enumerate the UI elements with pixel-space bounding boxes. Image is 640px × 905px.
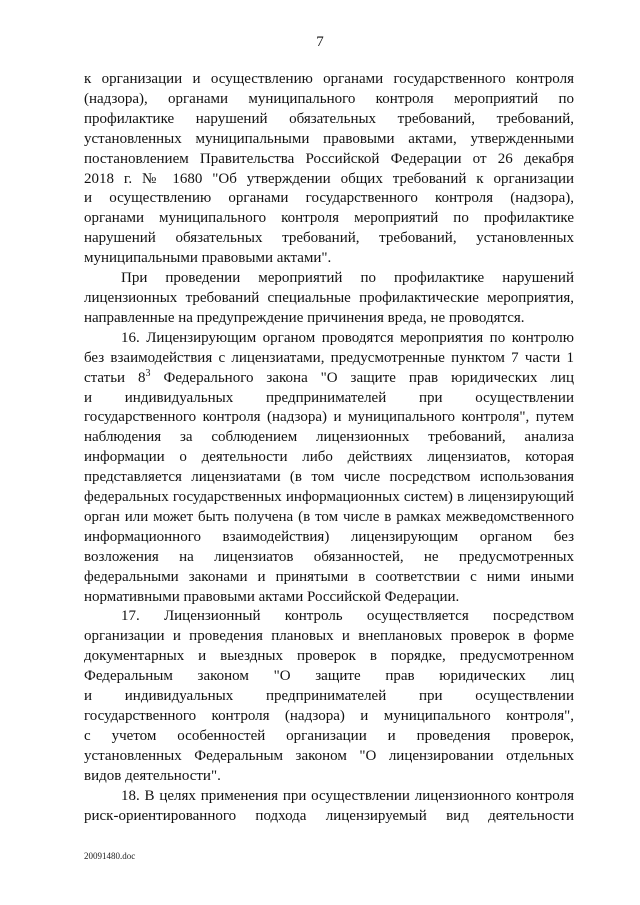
superscript: 3	[145, 367, 151, 379]
text-line: к организации и осуществлению органами государственного контроля	[84, 71, 574, 87]
text-line: (надзора), органами муниципального контроля мероприятий по	[84, 90, 574, 107]
footer-filename: 20091480.doc	[84, 851, 136, 861]
text-line: постановлением Правительства Российской Федерации от 26 декабря	[84, 150, 574, 167]
text-line: нормативными правовыми актами Российской Федерации.	[84, 588, 460, 605]
article-ref: статьи 8	[84, 369, 146, 386]
text-line: риск-ориентированного подхода лицензируемый вид деятельности	[84, 807, 574, 824]
text-line: профилактике нарушений обязательных требований, требований,	[84, 110, 574, 127]
text-line: федеральными законами и принятыми в соответствии с ними иными	[84, 568, 574, 585]
text-line: федеральных государственных информационных систем) в лицензирующий	[84, 489, 574, 506]
paragraph-18	[84, 787, 574, 827]
text-line: 16. Лицензирующим органом проводятся мероприятия по контролю	[121, 329, 574, 346]
text-line: направленные на предупреждение причинения вреда, не проводятся.	[84, 309, 525, 326]
text-line: с учетом особенностей организации и проведения проверок,	[84, 727, 574, 744]
text-line: лицензионных требований специальные профилактические мероприятия,	[84, 289, 574, 306]
paragraph-1	[84, 70, 574, 269]
text-line: документарных и выездных проверок в порядке, предусмотренном	[84, 648, 574, 665]
text-line: При проведении мероприятий по профилактике нарушений	[121, 270, 574, 287]
text-fragment: Федерального закона "О защите прав юридических лиц	[150, 369, 574, 386]
text-line: без взаимодействия с лицензиатами, предусмотренные пунктом 7 части 1	[84, 349, 574, 366]
paragraph-17	[84, 607, 574, 786]
text-line: информации о деятельности либо действиях лицензиатов, которая	[84, 449, 574, 466]
text-line: 18. В целях применения при осуществлении лицензионного контроля	[121, 787, 574, 804]
text-line: 17. Лицензионный контроль осуществляется посредством	[121, 608, 574, 625]
text-line: организации и проведения плановых и внеплановых проверок в форме	[84, 628, 574, 645]
document-body	[84, 70, 574, 826]
text-line: и индивидуальных предпринимателей при осуществлении	[84, 688, 574, 705]
text-line: и осуществлению органами государственного контроля (надзора),	[84, 190, 574, 207]
text-line: 2018 г. № 1680 "Об утверждении общих требований к организации	[84, 170, 574, 187]
text-line: государственного контроля (надзора) и муниципального контроля", путем	[84, 409, 574, 426]
paragraph-2	[84, 269, 574, 329]
text-line: информационного взаимодействия) лицензирующим органом без	[84, 528, 574, 545]
text-line: Федеральным законом "О защите прав юридических лиц	[84, 668, 574, 685]
text-line: и индивидуальных предпринимателей при осуществлении	[84, 389, 574, 406]
text-line: орган или может быть получена (в том числе в рамках межведомственного	[84, 508, 574, 525]
text-line: нарушений обязательных требований, требований, установленных	[84, 230, 574, 247]
text-line-with-superscript	[84, 369, 574, 389]
paragraph-16	[84, 329, 574, 608]
text-line: государственного контроля (надзора) и муниципального контроля",	[84, 708, 574, 724]
text-line: установленных муниципальными правовыми актами, утвержденными	[84, 130, 574, 147]
text-line: видов деятельности".	[84, 767, 221, 784]
text-line: наблюдения за соблюдением лицензионных требований, анализа	[84, 429, 574, 446]
text-line: возложения на лицензиатов обязанностей, не предусмотренных	[84, 548, 574, 565]
text-line: установленных Федеральным законом "О лицензировании отдельных	[84, 747, 574, 764]
text-line: муниципальными правовыми актами".	[84, 250, 332, 267]
text-line: представляется лицензиатами (в том числе посредством использования	[84, 469, 574, 486]
page-number: 7	[316, 34, 324, 50]
text-line: органами муниципального контроля мероприятий по профилактике	[84, 210, 574, 227]
